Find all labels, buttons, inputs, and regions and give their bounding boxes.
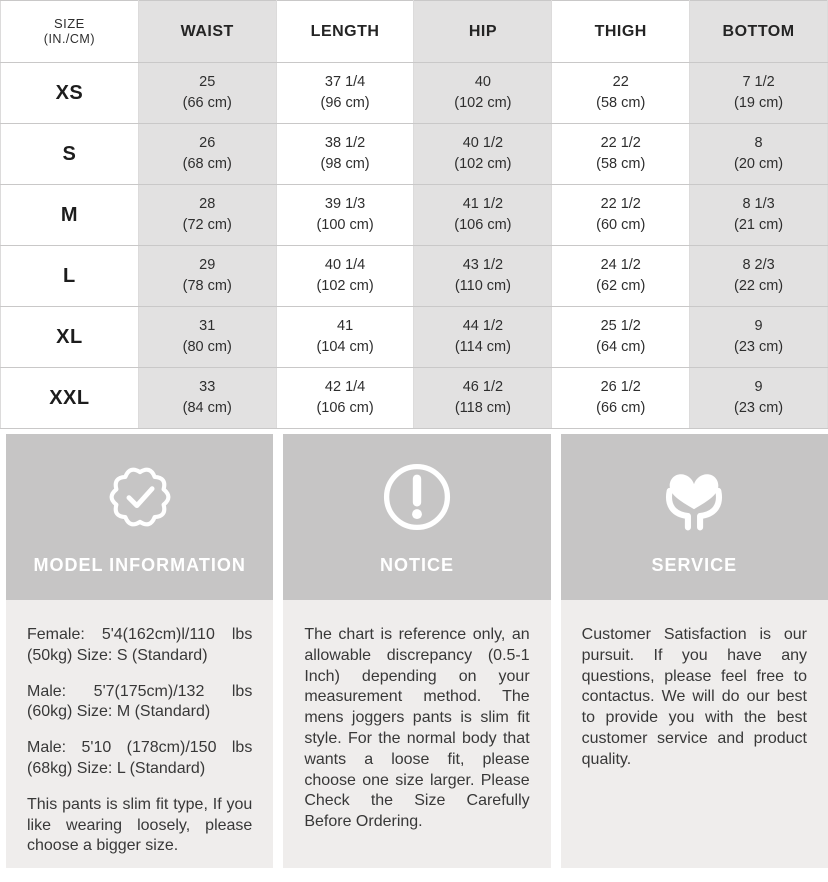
value-inches: 33 [199,379,216,396]
value-inches: 7 1/2 [742,74,775,91]
value-inches: 40 1/2 [462,135,504,152]
value-cell [690,246,828,307]
value-cell [690,368,828,429]
value-cm: (102 cm) [316,278,374,294]
value-cm: (23 cm) [733,400,784,416]
value-inches: 25 1/2 [600,318,641,335]
value-cell [276,246,414,307]
value-cell [138,63,276,124]
value-cm: (96 cm) [320,95,370,111]
panel-title: MODEL INFORMATION [33,554,246,575]
value-cm: (84 cm) [182,400,232,416]
value-inches: 22 [612,74,629,91]
value-cm: (78 cm) [182,278,232,294]
table-row [1,307,828,368]
value-inches: 39 1/3 [324,196,366,213]
value-inches: 37 1/4 [324,74,366,91]
value-cm: (110 cm) [454,278,511,294]
value-inches: 22 1/2 [600,196,641,213]
value-cm: (62 cm) [596,278,646,294]
model-information-text [6,600,273,868]
value-inches: 38 1/2 [324,135,366,152]
value-cm: (106 cm) [454,217,512,233]
value-inches: 26 [199,135,216,152]
value-inches: 8 [754,135,763,152]
value-cm: (22 cm) [733,278,784,294]
header-size [1,1,139,63]
table-row [1,185,828,246]
size-cell: XS [1,63,139,124]
table-header-row [1,1,828,63]
alert-circle-icon [379,459,455,555]
value-cm: (68 cm) [182,156,232,172]
value-cm: (66 cm) [182,95,232,111]
value-cm: (58 cm) [596,156,646,172]
notice-header [283,434,550,600]
value-cell [276,124,414,185]
value-inches: 9 [754,318,763,335]
panel-title: SERVICE [651,554,738,575]
value-cm: (19 cm) [733,95,784,111]
header-length: LENGTH [276,1,414,63]
value-cell [414,368,552,429]
value-cell [414,307,552,368]
value-inches: 8 2/3 [742,257,775,274]
paragraph: Male: 5'10 (178cm)/150 lbs (68kg) Size: L (Standard) [27,739,253,777]
value-cell [690,63,828,124]
value-cell [138,307,276,368]
value-cm: (118 cm) [454,400,511,416]
service-header [561,434,828,600]
badge-check-icon [102,459,178,555]
paragraph: The chart is reference only, an allowable discrepancy (0.5-1 Inch) depending on your measurement method. The mens joggers pants is slim fit style. For the normal body that wants a loose fit, please choose one size larger. Please Check the Size Carefully Before Ordering. [304,626,530,831]
heart-hands-icon [656,459,732,555]
value-cell [414,124,552,185]
paragraph: Male: 5'7(175cm)/132 lbs (60kg) Size: M (Standard) [27,682,253,721]
value-cell [552,63,690,124]
value-cm: (100 cm) [316,217,374,233]
value-cell [276,307,414,368]
notice-text [283,600,550,868]
value-inches: 28 [199,196,216,213]
value-inches: 46 1/2 [462,379,504,396]
value-cell [690,124,828,185]
value-cell [414,185,552,246]
model-information-header [6,434,273,600]
value-inches: 26 1/2 [600,379,641,396]
value-cm: (21 cm) [733,217,784,233]
value-cm: (80 cm) [182,339,232,355]
value-inches: 41 1/2 [462,196,504,213]
value-cell [552,307,690,368]
value-cm: (20 cm) [733,156,784,172]
panel-title: NOTICE [379,554,454,575]
value-cm: (72 cm) [182,217,232,233]
panel-notice [283,434,550,868]
paragraph: Customer Satisfaction is our pursuit. If you have any questions, please feel free to contactus. We will do our best to provide you with the best customer service and product quality. [581,626,807,768]
service-text [561,600,828,868]
value-cm: (114 cm) [454,339,511,355]
value-cell [138,246,276,307]
value-inches: 9 [754,379,763,396]
value-cell [138,185,276,246]
info-panels [0,429,828,868]
value-cell [552,124,690,185]
value-cm: (104 cm) [316,339,374,355]
value-cm: (98 cm) [320,156,370,172]
value-cell [552,246,690,307]
value-cell [276,368,414,429]
size-cell: S [1,124,139,185]
value-inches: 22 1/2 [600,135,641,152]
size-header-label: SIZE [53,15,85,31]
header-thigh: THIGH [552,1,690,63]
value-cell [690,307,828,368]
value-inches: 41 [337,318,354,335]
value-inches: 42 1/4 [324,379,366,396]
value-cm: (66 cm) [596,400,646,416]
value-inches: 40 [474,74,491,91]
value-inches: 40 1/4 [324,257,366,274]
value-cm: (23 cm) [733,339,784,355]
value-cm: (102 cm) [454,95,512,111]
paragraph: This pants is slim fit type, If you like wearing loosely, please choose a bigger size. [27,795,253,855]
table-row [1,368,828,429]
value-inches: 31 [199,318,216,335]
table-row [1,124,828,185]
value-cm: (102 cm) [454,156,512,172]
value-inches: 44 1/2 [462,318,504,335]
value-inches: 25 [199,74,216,91]
value-cm: (64 cm) [596,339,646,355]
value-cell [414,63,552,124]
size-header-unit: (IN./CM) [43,31,96,46]
value-cell [138,124,276,185]
value-inches: 24 1/2 [600,257,641,274]
value-cell [690,185,828,246]
value-cell [276,185,414,246]
paragraph: Female: 5'4(162cm)l/110 lbs (50kg) Size: S (Standard) [27,626,253,664]
value-cell [552,185,690,246]
size-cell: M [1,185,139,246]
value-cell [414,246,552,307]
header-bottom: BOTTOM [690,1,828,63]
size-cell: XXL [1,368,139,429]
value-inches: 43 1/2 [462,257,504,274]
header-waist: WAIST [138,1,276,63]
value-cell [552,368,690,429]
table-row [1,246,828,307]
size-chart-table [0,0,828,429]
size-cell: L [1,246,139,307]
value-cell [138,368,276,429]
table-body [1,63,828,429]
size-cell: XL [1,307,139,368]
panel-service [561,434,828,868]
header-hip: HIP [414,1,552,63]
value-cm: (58 cm) [596,95,646,111]
value-inches: 8 1/3 [742,196,775,213]
value-cell [276,63,414,124]
value-inches: 29 [199,257,216,274]
table-row [1,63,828,124]
value-cm: (106 cm) [316,400,374,416]
panel-model-information [6,434,273,868]
value-cm: (60 cm) [596,217,646,233]
